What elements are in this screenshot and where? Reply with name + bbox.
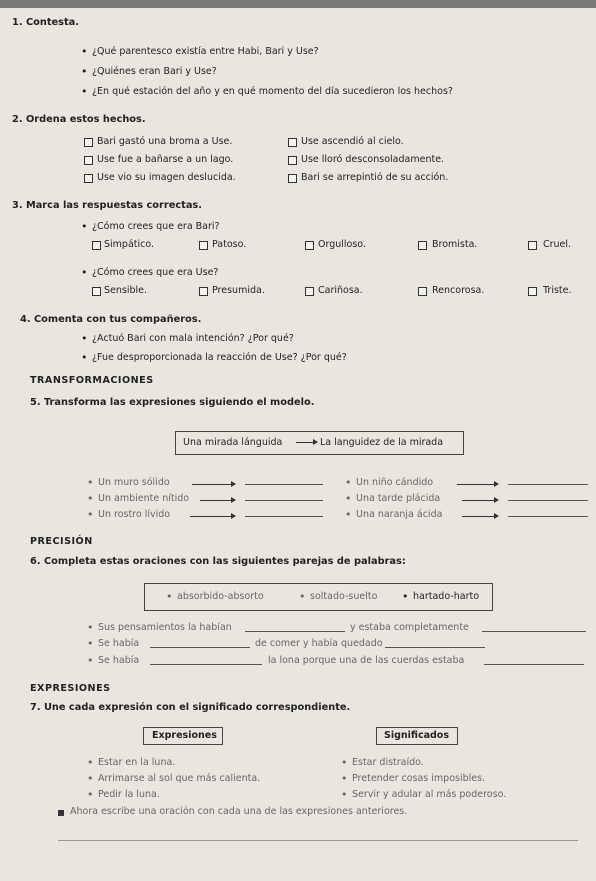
section-6-title: 6. Completa estas oraciones con las siguientes parejas de palabras: bbox=[30, 556, 406, 567]
s3-q1-checkbox-3[interactable] bbox=[305, 241, 314, 250]
expresiones-column-header bbox=[143, 727, 223, 745]
s3-question-1: • ¿Cómo crees que era Bari? bbox=[92, 221, 220, 232]
s3-q2-option-5: Triste. bbox=[543, 285, 572, 296]
transformaciones-heading: TRANSFORMACIONES bbox=[30, 375, 154, 386]
s6-blank-1b[interactable] bbox=[482, 631, 586, 632]
section-2-title: 2. Ordena estos hechos. bbox=[12, 114, 146, 125]
s5-left-2: • Un ambiente nítido bbox=[98, 493, 189, 504]
s5-right-answer-3[interactable] bbox=[508, 516, 588, 517]
s7-meaning-2: • Pretender cosas imposibles. bbox=[352, 773, 485, 784]
s2-event-1: Bari gastó una broma a Use. bbox=[97, 136, 233, 147]
s3-q1-option-5: Cruel. bbox=[543, 239, 572, 250]
s2-order-box-4[interactable] bbox=[288, 138, 297, 147]
s2-event-2: Use fue a bañarse a un lago. bbox=[97, 154, 234, 165]
s6-sentence-1b: y estaba completamente bbox=[350, 622, 469, 633]
s3-q1-option-1: Simpático. bbox=[104, 239, 155, 250]
s2-order-box-2[interactable] bbox=[84, 156, 93, 165]
s6-blank-2b[interactable] bbox=[385, 647, 485, 648]
model-right: La languidez de la mirada bbox=[320, 437, 444, 448]
s5-right-arrow-3 bbox=[462, 516, 495, 517]
final-instruction: Ahora escribe una oración con cada una de las expresiones anteriores. bbox=[70, 806, 408, 817]
s2-order-box-6[interactable] bbox=[288, 174, 297, 183]
section-1-title: 1. Contesta. bbox=[12, 17, 80, 28]
s5-left-answer-1[interactable] bbox=[245, 484, 323, 485]
section-3-title: 3. Marca las respuestas correctas. bbox=[12, 200, 202, 211]
writing-line[interactable] bbox=[58, 840, 578, 841]
s5-right-2: • Una tarde plácida bbox=[356, 493, 440, 504]
s5-right-arrow-1 bbox=[457, 484, 495, 485]
s2-event-6: Bari se arrepintió de su acción. bbox=[301, 172, 449, 183]
word-pairs-box bbox=[144, 583, 493, 611]
s5-right-1: • Un niño cándido bbox=[356, 477, 433, 488]
s4-question-1: • ¿Actuó Bari con mala intención? ¿Por qué? bbox=[92, 333, 294, 344]
word-pair-1: • absorbido-absorto bbox=[177, 591, 264, 602]
expresiones-column-label: Expresiones bbox=[152, 730, 217, 741]
s5-right-arrow-2 bbox=[462, 500, 495, 501]
top-edge-bar bbox=[0, 0, 596, 8]
s3-q2-checkbox-1[interactable] bbox=[92, 287, 101, 296]
s6-blank-3b[interactable] bbox=[484, 664, 584, 665]
s1-question-2: • ¿Quiénes eran Bari y Use? bbox=[92, 66, 217, 77]
section-4-title: 4. Comenta con tus compañeros. bbox=[20, 314, 202, 325]
s6-blank-2a[interactable] bbox=[150, 647, 250, 648]
s3-q1-checkbox-1[interactable] bbox=[92, 241, 101, 250]
s3-q1-option-4: Bromista. bbox=[432, 239, 478, 250]
s6-sentence-3a: • Se había bbox=[98, 655, 139, 666]
s7-expression-2: • Arrimarse al sol que más calienta. bbox=[98, 773, 260, 784]
word-pair-2: • soltado-suelto bbox=[310, 591, 377, 602]
s6-sentence-1a: • Sus pensamientos la habían bbox=[98, 622, 232, 633]
s3-question-2: • ¿Cómo crees que era Use? bbox=[92, 267, 218, 278]
s5-left-3: • Un rostro lívido bbox=[98, 509, 170, 520]
precision-heading: PRECISIÓN bbox=[30, 536, 93, 547]
s3-q1-checkbox-5[interactable] bbox=[528, 241, 537, 250]
s7-expression-1: • Estar en la luna. bbox=[98, 757, 175, 768]
s3-q2-checkbox-4[interactable] bbox=[418, 287, 427, 296]
s6-sentence-2b: de comer y había quedado bbox=[255, 638, 383, 649]
s2-event-5: Use lloró desconsoladamente. bbox=[301, 154, 445, 165]
s5-right-answer-1[interactable] bbox=[508, 484, 588, 485]
model-left: Una mirada lánguida bbox=[183, 437, 283, 448]
s2-event-3: Use vio su imagen deslucida. bbox=[97, 172, 236, 183]
s6-sentence-3b: la lona porque una de las cuerdas estaba bbox=[268, 655, 465, 666]
significados-column-label: Significados bbox=[384, 730, 449, 741]
word-pair-3: • hartado-harto bbox=[413, 591, 479, 602]
s7-expression-3: • Pedir la luna. bbox=[98, 789, 160, 800]
s3-q1-checkbox-2[interactable] bbox=[199, 241, 208, 250]
s5-left-answer-3[interactable] bbox=[245, 516, 323, 517]
model-box bbox=[175, 431, 464, 455]
s5-left-1: • Un muro sólido bbox=[98, 477, 170, 488]
s3-q2-option-4: Rencorosa. bbox=[432, 285, 485, 296]
s3-q1-option-2: Patoso. bbox=[212, 239, 247, 250]
s2-order-box-1[interactable] bbox=[84, 138, 93, 147]
s1-question-1: • ¿Qué parentesco existía entre Habi, Bari y Use? bbox=[92, 46, 319, 57]
expresiones-heading: EXPRESIONES bbox=[30, 683, 111, 694]
s3-q2-checkbox-5[interactable] bbox=[528, 287, 537, 296]
s3-q2-checkbox-2[interactable] bbox=[199, 287, 208, 296]
s5-right-3: • Una naranja ácida bbox=[356, 509, 442, 520]
s2-order-box-3[interactable] bbox=[84, 174, 93, 183]
s2-event-4: Use ascendió al cielo. bbox=[301, 136, 404, 147]
s5-left-answer-2[interactable] bbox=[245, 500, 323, 501]
s4-question-2: • ¿Fue desproporcionada la reacción de Use? ¿Por qué? bbox=[92, 352, 347, 363]
section-7-title: 7. Une cada expresión con el significado correspondiente. bbox=[30, 702, 351, 713]
s6-sentence-2a: • Se había bbox=[98, 638, 139, 649]
section-5-title: 5. Transforma las expresiones siguiendo el modelo. bbox=[30, 397, 315, 408]
significados-column-header bbox=[376, 727, 458, 745]
s3-q2-option-2: Presumida. bbox=[212, 285, 265, 296]
model-arrow bbox=[296, 442, 314, 443]
s7-meaning-3: • Servir y adular al más poderoso. bbox=[352, 789, 506, 800]
s5-left-arrow-3 bbox=[190, 516, 232, 517]
s3-q2-checkbox-3[interactable] bbox=[305, 287, 314, 296]
final-instruction-marker bbox=[58, 810, 64, 816]
s3-q2-option-1: Sensible. bbox=[104, 285, 148, 296]
s6-blank-1a[interactable] bbox=[245, 631, 345, 632]
s1-question-3: • ¿En qué estación del año y en qué momento del día sucedieron los hechos? bbox=[92, 86, 453, 97]
s3-q1-checkbox-4[interactable] bbox=[418, 241, 427, 250]
s5-left-arrow-1 bbox=[192, 484, 232, 485]
s5-left-arrow-2 bbox=[200, 500, 232, 501]
s5-right-answer-2[interactable] bbox=[508, 500, 588, 501]
s7-meaning-1: • Estar distraído. bbox=[352, 757, 424, 768]
s2-order-box-5[interactable] bbox=[288, 156, 297, 165]
s6-blank-3a[interactable] bbox=[150, 664, 262, 665]
s3-q1-option-3: Orgulloso. bbox=[318, 239, 366, 250]
s3-q2-option-3: Cariñosa. bbox=[318, 285, 363, 296]
